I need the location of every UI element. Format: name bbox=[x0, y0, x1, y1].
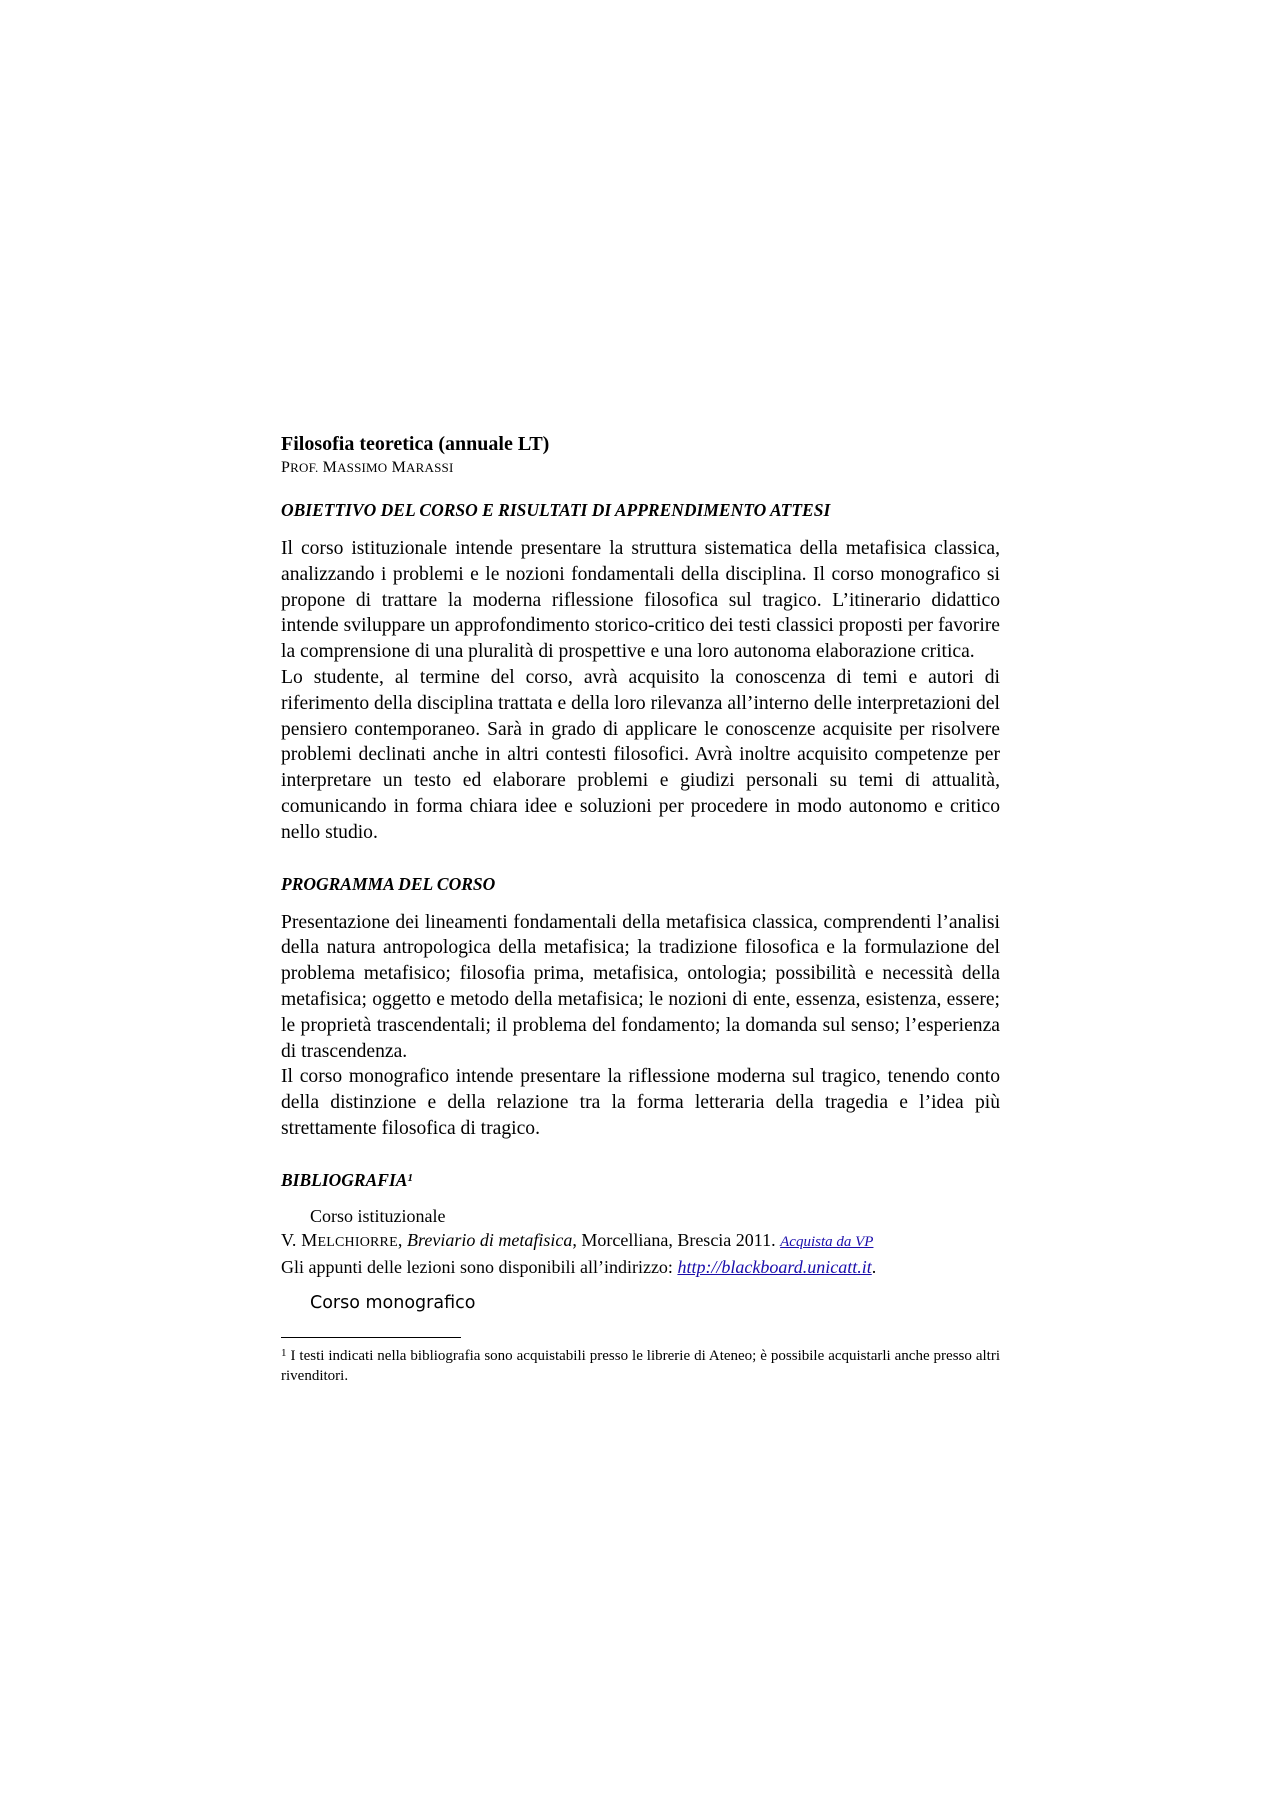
objectives-heading: OBIETTIVO DEL CORSO E RISULTATI DI APPRENDIMENTO ATTESI bbox=[281, 500, 831, 520]
program-heading: PROGRAMMA DEL CORSO bbox=[281, 873, 496, 894]
program-paragraph-2: Il corso monografico intende presentare la riflessione moderna sul tragico, tenendo conto della distinzione e della relazione tra la forma letteraria della tragedia e l’idea più strettamente filosofica di tragico. bbox=[281, 1066, 1000, 1139]
objectives-paragraph-1: Il corso istituzionale intende presentare la struttura sistematica della metafisica classica, analizzando i problemi e le nozioni fondamentali della disciplina. Il corso monografico si propone di trattare la moderna riflessione filosofica sul tragico. L’itinerario didattico intende sviluppare un approfondimento storico-critico dei testi classici proposti per favorire la comprensione di una pluralità di prospettive e una loro autonoma elaborazione critica. bbox=[281, 538, 1000, 663]
buy-link[interactable]: Acquista da VP bbox=[780, 1233, 874, 1250]
entry-title: Breviario di metafisica bbox=[407, 1229, 573, 1250]
institutional-course-label: Corso istituzionale bbox=[310, 1205, 446, 1226]
footnote-divider bbox=[281, 1337, 461, 1338]
objectives-paragraph-2: Lo studente, al termine del corso, avrà acquisito la conoscenza di temi e autori di riferimento della disciplina trattata e della loro rilevanza all’interno delle interpretazioni del pensiero contemporaneo. Sarà in grado di applicare le conoscenze acquisite per risolvere problemi declinati anche in altri contesti filosofici. Avrà inoltre acquisito competenze per interpretare un testo ed elaborare problemi e giudizi personali su temi di attualità, comunicando in forma chiara idee e soluzioni per procedere in modo autonomo e critico nello studio. bbox=[281, 666, 1000, 843]
monographic-course-label: Corso monografico bbox=[310, 1292, 476, 1313]
footnote-reference: 1 bbox=[407, 1171, 413, 1184]
bibliography-heading: BIBLIOGRAFIA$^1$ bbox=[281, 1169, 413, 1190]
footnote-text: I testi indicati nella bibliografia sono acquistabili presso le librerie di Ateneo; è possibile acquistarli anche presso altri rivenditori. bbox=[281, 1347, 1000, 1384]
entry-publisher: , Morcelliana, Brescia 2011. bbox=[572, 1229, 776, 1250]
professor-name: PROF. MASSIMO MARASSI bbox=[281, 459, 454, 476]
footnote bbox=[281, 1346, 1000, 1386]
bibliography-entry bbox=[281, 1228, 1000, 1255]
footnote-mark: 1 bbox=[281, 1346, 287, 1359]
program-paragraph-1: Presentazione dei lineamenti fondamentali della metafisica classica, comprendenti l’analisi della natura antropologica della metafisica; la tradizione filosofica e la formulazione del problema metafisico; filosofia prima, metafisica, ontologia; possibilità e necessità della metafisica; oggetto e metodo della metafisica; le nozioni di ente, essenza, esistenza, essere; le proprietà trascendentali; il problema del fondamento; la domanda sul senso; l’esperienza di trascendenza. bbox=[281, 911, 1000, 1062]
course-title: Filosofia teoretica (annuale LT) bbox=[281, 433, 550, 455]
lecture-notes-line: Gli appunti delle lezioni sono disponibili all’indirizzo: http://blackboard.unicatt.it. bbox=[281, 1256, 877, 1277]
entry-author: V. MELCHIORRE, bbox=[281, 1229, 403, 1250]
document-page bbox=[281, 431, 1000, 1386]
blackboard-link[interactable]: http://blackboard.unicatt.it bbox=[677, 1256, 872, 1277]
